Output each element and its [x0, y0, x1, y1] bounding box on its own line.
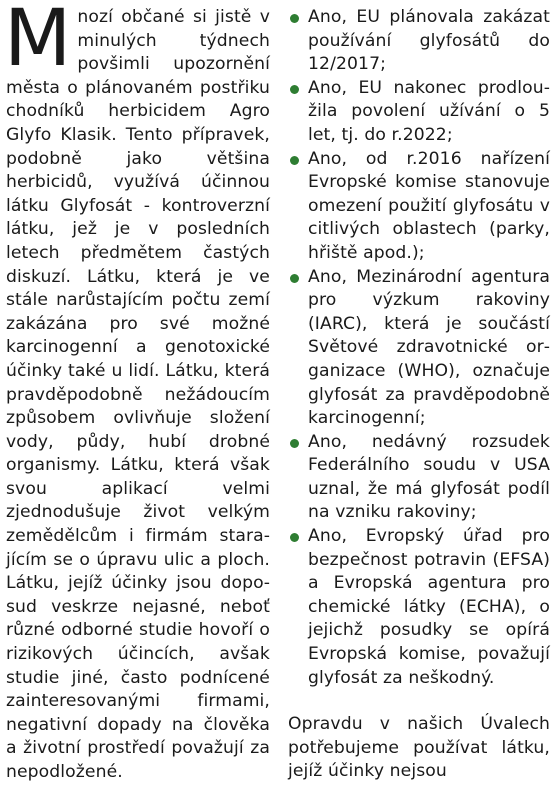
bullet-item: Ano, EU plánovala zakázat používání glyfosátů do 12/2017; [288, 6, 550, 77]
bullet-item: Ano, od r.2016 nařízení Evropské komise stanovuje omezení použití glyfosátu v citlivých oblastech (parky, hřiště apod.); [288, 148, 550, 266]
bullet-list [288, 6, 550, 690]
drop-cap: M [4, 0, 72, 84]
right-column [288, 6, 550, 784]
closing-paragraph: Opravdu v našich Úvalech potřebujeme používat látku, jejíž účinky nejsou [288, 714, 550, 782]
bullet-item: Ano, EU nakonec prodloužila povolení užívání o 5 let, tj. do r.2022; [288, 77, 550, 148]
bullet-item: Ano, nedávný rozsudek Federálního soudu v USA uznal, že má glyfosát podíl na vzniku rakoviny; [288, 431, 550, 525]
lead-paragraph: nozí občané si jistě v minulých týdnech povšimli upozornění města o plánovaném postřiku chodníků herbicidem Agro Glyfo Klasik. Tento přípravek, podobně jako většina herbicidů, využívá účinnou látku Glyfosát - kontroverzní látku, jež je v posledních letech předmětem častých diskuzí. Látku, která je ve stále narůstajícím počtu zemí zakázána pro své možné karcinogenní a genotoxické účinky také u lidí. Látku, která pravděpodobně nežádoucím způsobem ovlivňuje složení vody, půdy, hubí drobné organismy. Látku, která však svou aplikací velmi zjednodušuje život velkým zemědělcům i firmám starajícím se o úpravu ulic a ploch. Látku, jejíž účinky jsou doposud veskrze nejasné, neboť různé odborné studie hovoří o rizikových účincích, avšak studie jiné, často podnícené zainteresovanými firmami, negativní dopady na člověka a životní prostředí považují za nepodložené. [6, 7, 270, 782]
bullet-item: Ano, Mezinárodní agentura pro výzkum rakoviny (IARC), která je součástí Světové zdravotnické organizace (WHO), označuje glyfosát za pravděpodobně karcinogenní; [288, 266, 550, 431]
bullet-item: Ano, Evropský úřad pro bezpečnost potravin (EFSA) a Evropská agentura pro chemické látky (ECHA), o jejichž posudky se opírá Evropská komise, považují glyfosát za neškodný. [288, 525, 550, 690]
left-column [4, 0, 270, 785]
